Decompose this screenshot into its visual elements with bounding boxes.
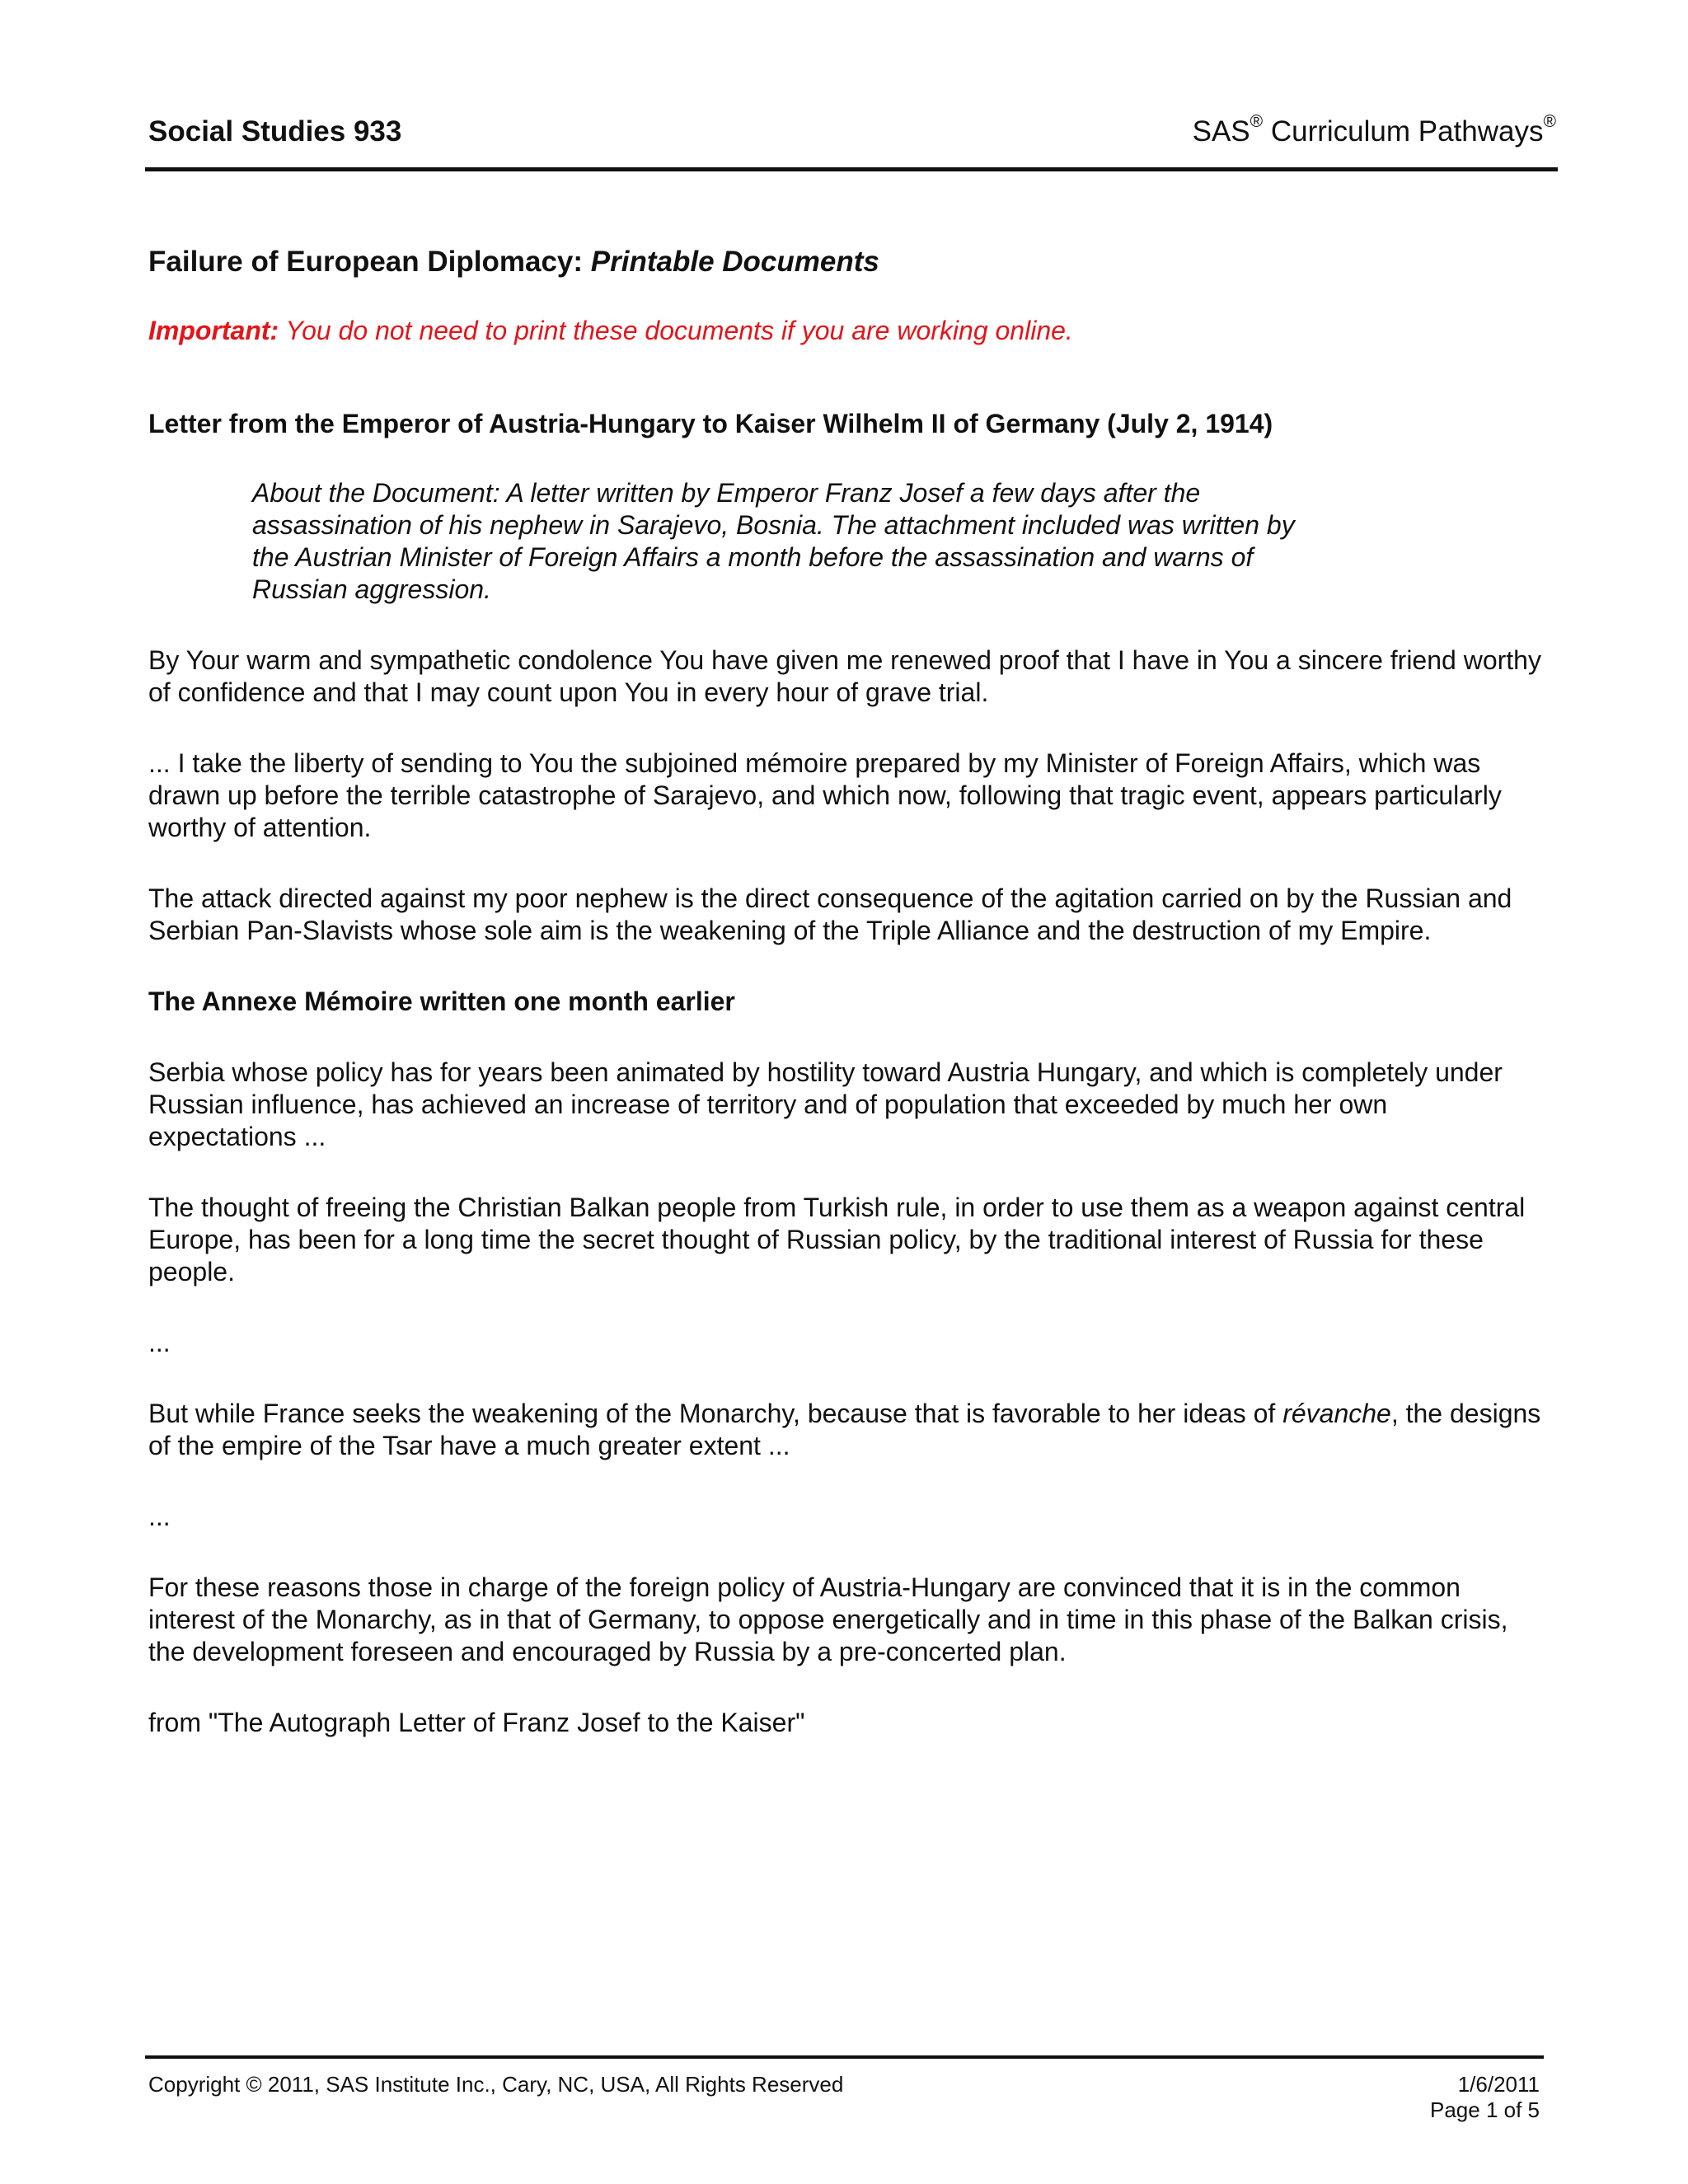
paragraph-6-start: But while France seeks the weakening of the Monarchy, because that is favorable to her ideas of [148,1399,1283,1428]
annexe-subheading: The Annexe Mémoire written one month earlier [148,987,735,1016]
registered-mark: ® [1250,112,1264,131]
title-sub: Printable Documents [583,246,879,278]
paragraph-6-italic: révanche [1282,1399,1391,1428]
important-label: Important: [148,316,279,345]
registered-mark-2: ® [1543,112,1556,131]
paragraph-4: Serbia whose policy has for years been animated by hostility toward Austria Hungary, and which is completely under Russian influence, has achieved an increase of territory and of population that exceeded by much her own expectations ... [148,1057,1503,1151]
paragraph-6 [148,1398,1541,1462]
brand-product: Curriculum Pathways [1263,115,1544,148]
source-citation: from "The Autograph Letter of Franz Josef to the Kaiser" [148,1708,805,1737]
footer-meta [1430,2072,1540,2123]
paragraph-6-end: , the designs of the empire of the Tsar have a much greater extent ... [148,1399,1541,1460]
paragraph-5: The thought of freeing the Christian Balkan people from Turkish rule, in order to use them as a weapon against central Europe, has been for a long time the secret thought of Russian policy, by the traditional interest of Russia for these people. [148,1193,1526,1286]
ellipsis-2: ... [148,1502,171,1531]
page-number: Page 1 of 5 [1430,2097,1540,2122]
brand-sas: SAS [1192,115,1250,148]
document-title [148,244,1541,280]
title-main: Failure of European Diplomacy: [148,246,584,278]
paragraph-2: ... I take the liberty of sending to You the subjoined mémoire prepared by my Minister of Foreign Affairs, which was drawn up before the terrible catastrophe of Sarajevo, and which now, following that tragic event, appears particularly worthy of attention. [148,748,1502,842]
about-document: About the Document: A letter written by Emperor Franz Josef a few days after the assassination of his nephew in Sarajevo, Bosnia. The attachment included was written by the Austrian Minister of Foreign Affairs a month before the assassination and warns of Russian aggression. [252,478,1295,604]
ellipsis-1: ... [148,1328,171,1357]
footer-date: 1/6/2011 [1457,2072,1540,2097]
paragraph-3: The attack directed against my poor nephew is the direct consequence of the agitation carried on by the Russian and Serbian Pan-Slavists whose sole aim is the weakening of the Triple Alliance and the destruction of my Empire. [148,883,1512,945]
important-text: You do not need to print these documents if you are working online. [279,316,1073,345]
paragraph-1: By Your warm and sympathetic condolence You have given me renewed proof that I have in You a sincere friend worthy of confidence and that I may count upon You in every hour of grave trial. [148,645,1541,707]
course-title: Social Studies 933 [148,115,402,148]
paragraph-7: For these reasons those in charge of the foreign policy of Austria-Hungary are convinced that it is in the common interest of the Monarchy, as in that of Germany, to oppose energetically and in time in this phase of the Balkan crisis, the development foreseen and encouraged by Russia by a pre-concerted plan. [148,1572,1508,1666]
copyright-notice: Copyright © 2011, SAS Institute Inc., Cary, NC, USA, All Rights Reserved [148,2072,844,2097]
brand-name [1192,112,1556,148]
document-body [148,244,1541,1739]
important-notice [148,315,1541,347]
page-header [148,112,1556,158]
header-divider [145,167,1558,171]
footer-divider [145,2055,1544,2059]
section-heading: Letter from the Emperor of Austria-Hungary to Kaiser Wilhelm II of Germany (July 2, 1914) [148,409,1273,438]
